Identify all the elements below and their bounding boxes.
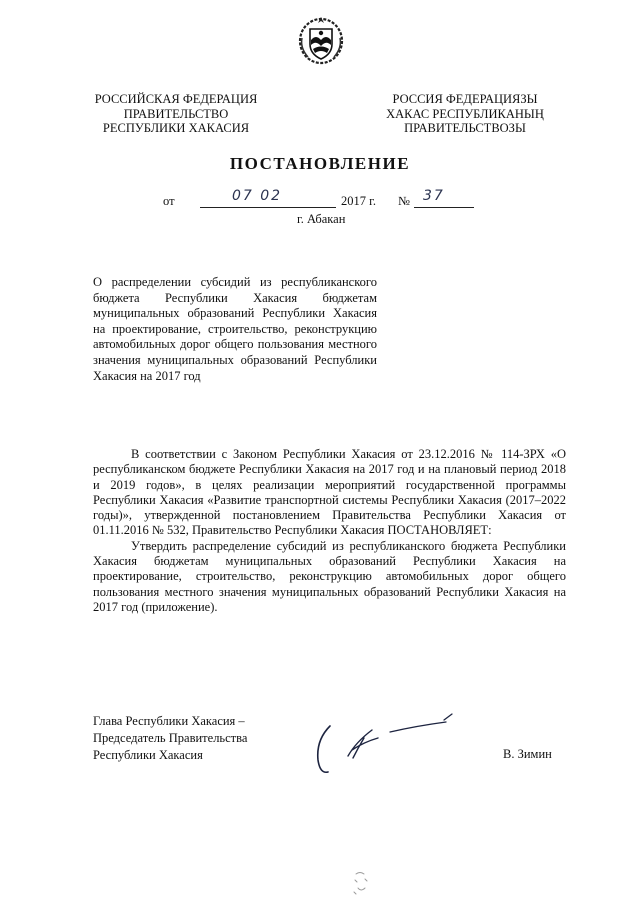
header-left-line: РОССИЙСКАЯ ФЕДЕРАЦИЯ [94, 92, 258, 106]
document-title: ПОСТАНОВЛЕНИЕ [229, 154, 411, 173]
date-number-line [0, 186, 640, 208]
document-subject: О распределении субсидий из республиканского бюджета Республики Хакасия бюджетам муниципальных образований Республики Хакасия на проектирование, строительство, реконструкцию автомобильных дорог общего пользования местного значения муниципальных образований Республики Хакасия на 2017 год [93, 275, 377, 383]
coat-of-arms-emblem-icon [296, 14, 346, 66]
body-paragraph: В соответствии с Законом Республики Хакасия от 23.12.2016 № 114-ЗРХ «О республиканском бюджете Республики Хакасия на 2017 год и на плановый период 2018 и 2019 годов», в целях реализации мероприятий государственной программы Республики Хакасия «Развитие транспортной системы Республики Хакасия (2017–2022 годы)», утвержденной постановлением Правительства Республики Хакасия от 01.11.2016 № 532, Правительство Республики Хакасия ПОСТАНОВЛЯЕТ: [93, 447, 566, 538]
header-left-line: РЕСПУБЛИКИ ХАКАСИЯ [102, 121, 250, 135]
handwritten-date: 07 02 [232, 188, 283, 204]
body-paragraph: Утвердить распределение субсидий из республиканского бюджета Республики Хакасия бюджетам муниципальных образований Республики Хакасия на проектирование, строительство, реконструкцию автомобильных дорог общего пользования местного значения муниципальных образований Республики Хакасия на 2017 год (приложение). [93, 538, 566, 614]
header-right-block [370, 92, 560, 136]
signatory-position-line: Председатель Правительства [93, 731, 248, 745]
number-label: № [398, 194, 410, 208]
header-left-block [86, 92, 266, 136]
header-right-line: РОССИЯ ФЕДЕРАЦИЯЗЫ [392, 92, 538, 106]
date-underline [200, 207, 336, 208]
handwritten-signature-icon [308, 712, 468, 782]
header-right-line: ХАКАС РЕСПУБЛИКАНЫҢ [386, 106, 544, 121]
handwritten-number: 37 [423, 188, 445, 204]
date-from-label: от [163, 194, 175, 208]
document-body [93, 447, 566, 615]
signatory-position-line: Глава Республики Хакасия – [93, 714, 245, 728]
faint-stamp-mark-icon [350, 870, 372, 896]
signatory-position-line: Республики Хакасия [93, 748, 203, 762]
city-name: г. Абакан [297, 212, 346, 226]
signatory-position [93, 713, 247, 764]
signatory-name: В. Зимин [503, 747, 552, 761]
date-year: 2017 г. [341, 194, 376, 208]
number-underline [414, 207, 474, 208]
header-right-line: ПРАВИТЕЛЬСТВОЗЫ [404, 121, 526, 135]
header-left-line: ПРАВИТЕЛЬСТВО [123, 106, 229, 121]
